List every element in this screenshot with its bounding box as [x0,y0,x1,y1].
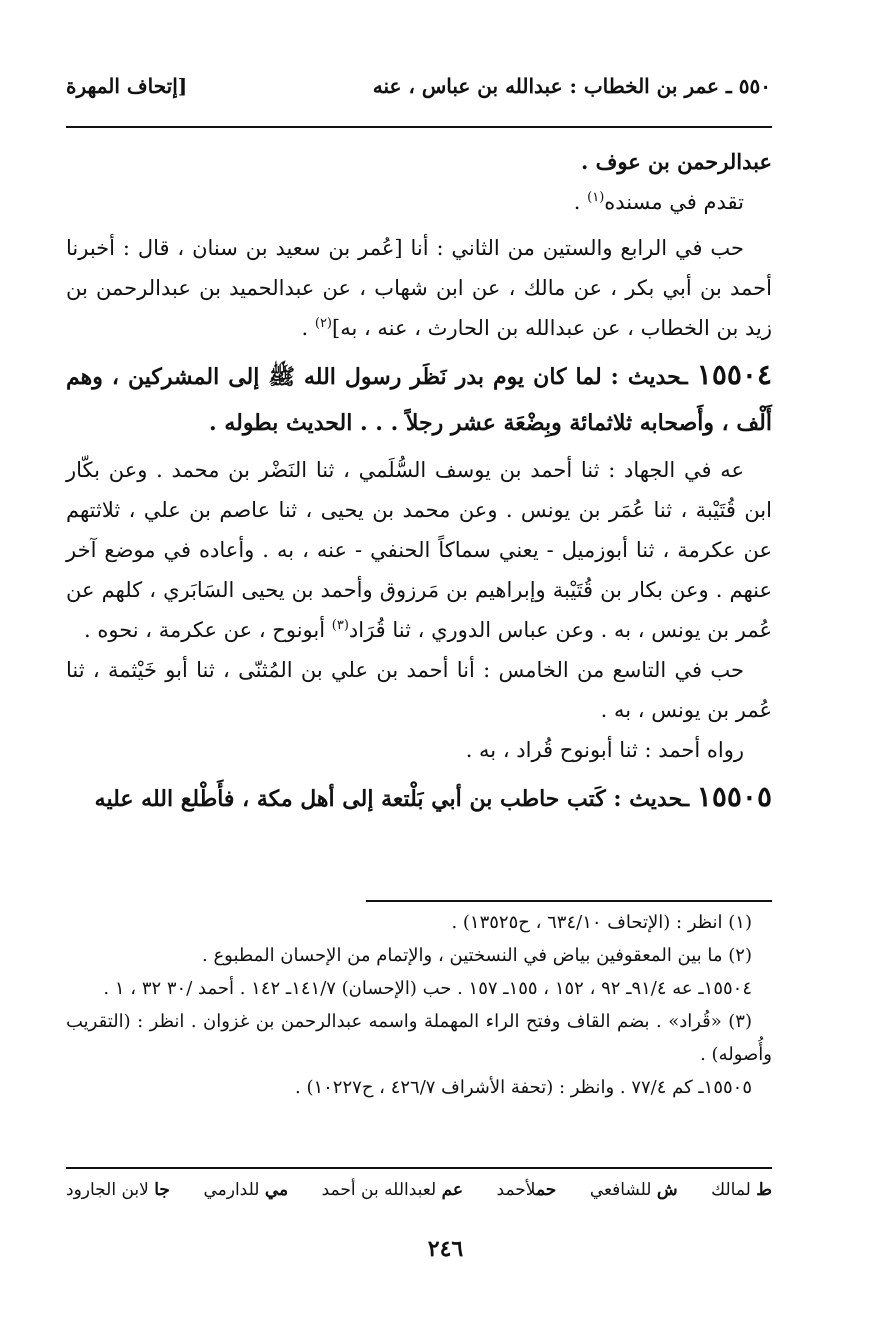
hadith-number: ١٥٥٠٥ [696,780,772,813]
legend-item [590,1180,678,1200]
paragraph-2 [66,182,772,222]
running-header-title: ٥٥٠ ـ عمر بن الخطاب : عبدالله بن عباس ، عنه [372,74,771,98]
legend-item [497,1180,557,1200]
legend-abbr: ش [656,1180,678,1200]
hadith-text: ـحديث : كَتب حاطب بن أبي بَلْتعة إلى أهل مكة ، فأَطْلع الله عليه [94,786,697,812]
legend-abbr: ط [756,1180,772,1200]
footnote-hadith-15504: ١٥٥٠٤ـ عه ٩١/٤ـ ٩٢ ، ١٥٢ ، ١٥٥ـ ١٥٧ . حب (الإحسان) ١٤١/٧ـ ١٤٢ . أحمد /٣٠ ٣٢ ، ١ . [103,978,752,999]
legend-text: لأحمد [496,1180,536,1200]
legend-text: للدارمي [203,1180,260,1200]
paragraph-4-end: أبونوح ، عن عكرمة ، نحوه . [84,618,332,642]
header-rule [66,126,772,128]
footnote-rule [366,900,772,902]
legend-rule [66,1167,772,1169]
footnotes [66,906,772,1104]
legend-abbr: حم [535,1180,557,1200]
footnote-ref-3[interactable]: (٣) [331,618,349,633]
paragraph-3-end: . [301,316,315,340]
legend-item [322,1180,463,1200]
hadith-number: ١٥٥٠٤ [696,358,772,391]
legend-abbr: جا [154,1180,170,1200]
footnote-3: (٣) «قُراد» . بضم القاف وفتح الراء المهملة واسمه عبدالرحمن بن غزوان . انظر : (التقريب وأُصوله) . [66,1011,772,1065]
abbreviation-legend [66,1180,772,1200]
paragraph-2-end: . [573,190,588,214]
hadith-15504 [66,352,772,446]
footnote-ref-1[interactable]: (١) [587,190,605,205]
paragraph-1: عبدالرحمن بن عوف . [580,149,772,174]
legend-abbr: مي [264,1180,289,1200]
paragraph-3-text: حب في الرابع والستين من الثاني : أنا [عُمر بن سعيد بن سنان ، قال : أخبرنا أحمد بن أبي بكر ، عن مالك ، عن ابن شهاب ، عن عبدالحميد بن عبدالرحمن بن زيد بن الخطاب ، عن عبدالله بن الحارث ، عنه ، به] [66,236,772,340]
running-header-book: [إتحاف المهرة [66,74,188,98]
legend-text: لعبدالله بن أحمد [321,1180,437,1200]
paragraph-6: رواه أحمد : ثنا أبونوح قُراد ، به . [465,738,744,762]
main-text [66,142,772,822]
paragraph-5: حب في التاسع من الخامس : أنا أحمد بن علي بن المُثنّى ، ثنا أبو خَيْثمة ، ثنا عُمر بن يونس ، به . [66,658,772,722]
footnote-hadith-15505: ١٥٥٠٥ـ كم ٧٧/٤ . وانظر : (تحفة الأشراف ٤٢٦/٧ ، ح١٠٢٢٧) . [295,1077,752,1098]
footnote-ref-2[interactable]: (٢) [314,316,332,331]
hadith-15505 [66,774,772,822]
paragraph-3 [66,228,772,348]
legend-item [203,1180,288,1200]
legend-abbr: عم [441,1180,464,1200]
legend-text: لمالك [711,1180,751,1200]
paragraph-4 [66,450,772,650]
paragraph-4-text: عه في الجهاد : ثنا أحمد بن يوسف السُّلَمي ، ثنا النَضْر بن محمد . وعن بكّار ابن قُتَيْبة ، ثنا عُمَر بن يونس . وعن محمد بن يحيى ، ثنا عاصم بن علي ، ثلاثتهم عن عكرمة ، ثنا أبوزميل - يعني سماكاً الحنفي - عنه ، به . وأعاده في موضع آخر عنهم . وعن بكار بن قُتَيْبة وإبراهيم بن مَرزوق وأحمد بن يحيى السَابَري ، كلهم عن عُمر بن يونس ، به . وعن عباس الدوري ، ثنا قُرَاد [66,458,772,642]
legend-text: لابن الجارود [66,1180,149,1200]
page-number: ٢٤٦ [427,1236,464,1262]
legend-text: للشافعي [589,1180,652,1200]
footnote-1: (١) انظر : (الإتحاف ٦٣٤/١٠ ، ح١٣٥٢٥) . [451,912,752,933]
hadith-text: ـحديث : لما كان يوم بدر نَظَر رسول الله ﷺ إلى المشركين ، وهم أَلْف ، وأَصحابه ثلاثمائة وبِضْعَة عشر رجلاً . . . الحديث بطوله . [66,364,772,436]
footnote-2: (٢) ما بين المعقوفين بياض في النسختين ، والإتمام من الإحسان المطبوع . [202,945,752,966]
legend-item [711,1180,772,1200]
paragraph-2-text: تقدم في مسنده [604,190,744,214]
legend-item [66,1180,170,1200]
